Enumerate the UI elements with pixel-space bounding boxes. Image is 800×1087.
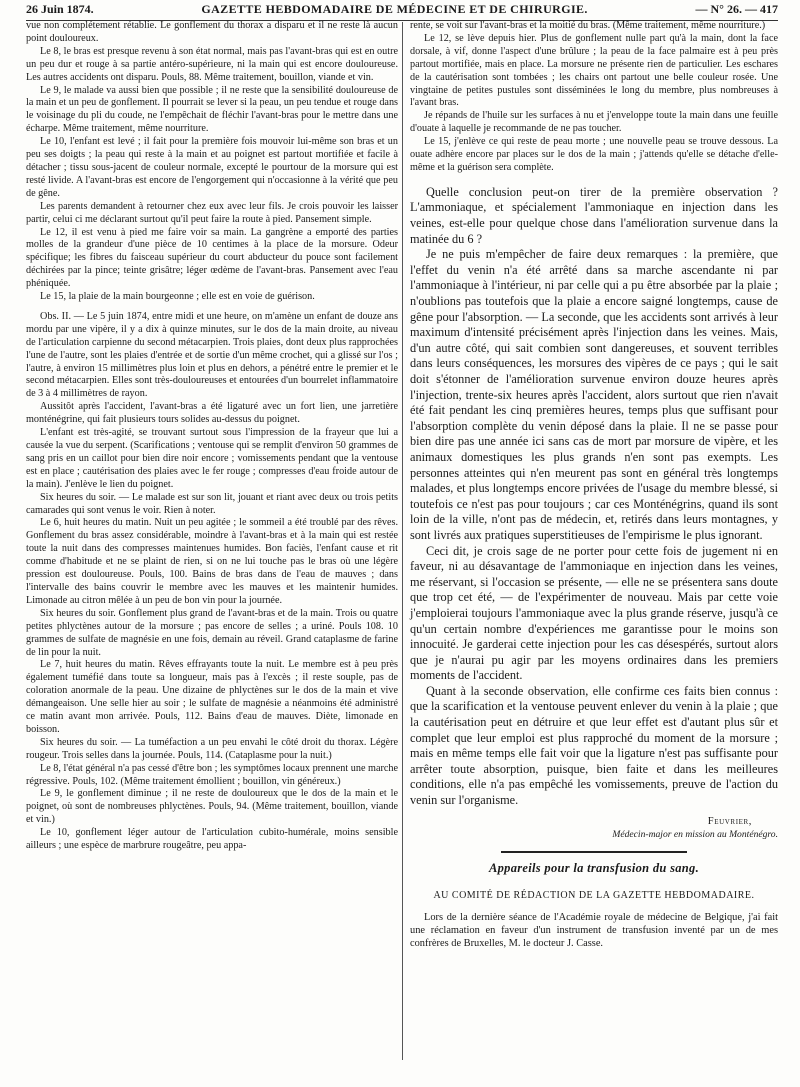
paragraph: Le 8, l'état général n'a pas cessé d'être bon ; les symptômes locaux prennent une marche régressive. Pouls, 102. (Même traitement émollient ; bouillon, vin généreux.)	[26, 762, 398, 787]
paragraph: Le 15, la plaie de la main bourgeonne ; elle est en voie de guérison.	[40, 291, 315, 303]
section-subtitle: AU COMITÉ DE RÉDACTION DE LA GAZETTE HEBDOMADAIRE.	[433, 889, 755, 901]
paragraph: Aussitôt après l'accident, l'avant-bras a été ligaturé avec un fort lien, une jarretière monténégrine, qui fait plusieurs tours solides au-dessus du poignet.	[26, 401, 398, 426]
issue-date: 26 Juin 1874.	[26, 2, 94, 16]
issue-number-and-page	[696, 2, 778, 17]
section-body	[410, 911, 778, 951]
paragraph: Le 12, se lève depuis hier. Plus de gonflement nulle part qu'à la main, dont la face dorsale, à vif, donne l'aspect d'une brûlure ; la peau de la face palmaire est à peu près partout mortifiée, mais en place. La morsure ne présente rien de particulier. Les eschares de la cautérisation sont tombées ; les chairs ont partout une belle couleur rosée. Une vingtaine de petites pustules sont disséminées le long du membre, plus nombreuses à l'avant bras.	[410, 32, 778, 109]
paragraph: Le 8, le bras est presque revenu à son état normal, mais pas l'avant-bras qui est en outre un peu dur et rouge à sa partie antéro-supérieure, ni la main qui est encore douloureuse. Les autres accidents ont disparu. Pouls, 88. Même traitement, bouillon, viande et vin.	[26, 45, 398, 83]
paragraph: Je ne puis m'empêcher de faire deux remarques : la première, que l'effet du venin n'a été arrêté dans sa marche ascendante ni par l'ammoniaque à l'intérieur, ni par celle qui a pu être absorbée par la plaie ; n'oublions pas toutefois que la plaie a encore saigné longtemps, cause de gêne pour l'absorption. — La seconde, que les accidents sont arrivés à leur maximum d'intensité précisément après l'injection dans les veines. Mais, d'un autre côté, qui sait combien sont dangereuses, et souvent terribles dans leurs conséquences, les morsures des vipères de ce pays ; qui le sait doit s'étonner de l'amélioration survenue environ douze heures après l'injection, trente-six heures après l'accident, alors surtout que rien n'avait été fait pendant les cinq premières heures, temps plus que suffisant pour l'absorption complète du venin déposé dans la plaie. Il ne se passe pour bien dire pas une année ici sans cas de mort par morsure de vipère, et les animaux domestiques les plus grands n'en sont pas exempts. Les personnes atteintes qui n'en meurent pas sont en général très longtemps malades, et plus longtemps encore privées de l'usage du membre blessé, si toutefois ce n'est pas pour toujours ; car ces Monténégrins, quand ils sont loin de la ville, n'ont pas de médecin, et, retirés dans leurs montagnes, y sont livrés aux pratiques superstitieuses de l'empirisme le plus ignorant.	[410, 247, 778, 542]
section-title: Appareils pour la transfusion du sang.	[488, 860, 700, 875]
paragraph: Le 15, j'enlève ce qui reste de peau morte ; une nouvelle peau se trouve dessous. La ouate adhère encore par places sur le dos de la main ; j'attends qu'elle se détache d'elle-même et la guérison sera complète.	[410, 136, 778, 173]
discussion	[410, 185, 778, 809]
paragraph: Quant à la seconde observation, elle confirme ces faits bien connus : que la scarification et la ventouse peuvent enlever du venin à la plaie ; que la cautérisation peut en détruire et que leur effet est d'autant plus sûr et complet que leur emploi est plus rapproché du moment de la morsure ; mais en même temps elle fait voir que la ligature n'est pas suffisante pour arrêter toute absorption, puisque, bien faite et dans les meilleures conditions, elle n'a pas empêché les vomissements, preuve de l'action du venin sur l'organisme.	[410, 683, 778, 808]
paragraph: Ceci dit, je crois sage de ne porter pour cette fois de jugement ni en faveur, ni au désavantage de l'ammoniaque en injection dans les veines, me réservant, si l'occasion se présente, — elle ne se présentera sans doute que trop cet été, — de l'expérimenter de nouveau. Mais par cette voie j'emploierai toujours l'ammoniaque avec la plus grande réserve, jusqu'à ce qu'un certain nombre d'expériences me garantisse pour le moins son innocuité. Je garderai cette injection pour les cas désespérés, surtout alors que je n'aurai pu agir par les moyens ordinaires dans les premiers moments de l'accident.	[410, 543, 778, 683]
paragraph: Lors de la dernière séance de l'Académie royale de médecine de Belgique, j'ai fait une réclamation en faveur d'un instrument de transfusion inventé par un de mes confrères de Bruxelles, M. le docteur J. Casse.	[410, 911, 778, 950]
observation-heading-paragraph: Obs. II. — Le 5 juin 1874, entre midi et une heure, on m'amène un enfant de douze ans mordu par une vipère, il y a dix à quinze minutes, sur le dos de la main droite, au niveau de l'articulation carpienne du second métacarpien. Trois plaies, dont deux plus rapprochées l'une de l'autre, sont les plaies d'entrée et de sortie d'un même crochet, qui a glissé sur l'os ; l'autre, à environ 15 millimètres plus loin et plus en dehors, a pénétré entre le premier et le second métacarpien. Elles sont très-douloureuses et entourées d'un bourrelet inflammatoire de 3 à 4 millimètres de rayon.	[26, 310, 398, 400]
author-role: Médecin-major en mission au Monténégro.	[612, 828, 778, 840]
paragraph: L'enfant est très-agité, se trouvant surtout sous l'impression de la frayeur que lui a causée la vue du serpent. (Scarifications ; ventouse qui se remplit d'environ 50 grammes de sang pris en un caillot pour bien dire noir encore ; vomissements pendant que la ventouse est en place ; cautérisation des plaies avec le fer rouge ; compresses d'eau froide autour de la main). J'enlève le lien du poignet.	[26, 427, 398, 490]
paragraph: Six heures du soir. — Le malade est sur son lit, jouant et riant avec deux ou trois petits camarades qui sont venus le voir. Rien à noter.	[26, 491, 398, 516]
left-column	[26, 20, 398, 853]
right-column	[410, 20, 778, 950]
journal-title: GAZETTE HEBDOMADAIRE DE MÉDECINE ET DE CHIRURGIE.	[201, 2, 588, 16]
paragraph: Le 10, gonflement léger autour de l'articulation cubito-humérale, moins sensible ailleurs ; une espèce de marbrure rougeâtre, peu appa-	[26, 827, 398, 852]
paragraph: Le 9, le gonflement diminue ; il ne reste de douloureux que le dos de la main et le poignet, où sont de nombreuses phlyctènes. Pouls, 94. (Même traitement, bouillon, viande et vin.)	[26, 788, 398, 826]
paragraph: Six heures du soir. — La tuméfaction a un peu envahi le côté droit du thorax. Légère rougeur. Trois selles dans la journée. Pouls, 114. (Cataplasme pour la nuit.)	[26, 736, 398, 761]
page-header	[26, 2, 778, 20]
author-name: Feuvrier,	[707, 815, 752, 827]
case-continuation	[410, 20, 778, 175]
paragraph: Le 10, l'enfant est levé ; il fait pour la première fois mouvoir lui-même son bras et un peu ses doigts ; la peau qui reste à la main et au poignet est partout mortifiée et facile à détacher ; tissu sous-jacent de couleur normale, excepté le pourtour de la morsure qui est resté livide. A l'avant-bras est encore de l'engorgement qui n'occasionne à la vérité que peu de gêne.	[26, 136, 398, 199]
page-number: 417	[759, 2, 778, 16]
paragraph: Le 7, huit heures du matin. Rêves effrayants toute la nuit. Le membre est à peu près également tuméfié dans toute sa longueur, mais pas à l'excès ; il reste souple, pas de coloration anormale de la peau. Une dizaine de phlyctènes sur le dos de la main et vive démangeaison. Une selle hier au soir ; le sulfate de magnésie a néanmoins été administré ce matin avant mon arrivée. Pouls, 112. Bains d'eau de mauves. Diète, limonade en boisson.	[26, 659, 398, 735]
paragraph: Quelle conclusion peut-on tirer de la première observation ? L'ammoniaque, et spécialement l'ammoniaque en injection dans les veines, est-elle pour quelque chose dans l'amélioration survenue dans la matinée du 6 ?	[410, 184, 778, 246]
paragraph: Le 6, huit heures du matin. Nuit un peu agitée ; le sommeil a été troublé par des rêves. Gonflement du bras assez considérable, moindre à l'avant-bras et à la main qui est restée toute la nuit dans des compresses maintenues humides. Bon faciès, l'enfant cause et rit comme d'habitude et ne se plaint de rien, si on ne lui touche pas le bras où une légère pression est douloureuse. Pouls, 100. Bains de bras dans de l'eau de mauves ; dans l'intervalle des bains couvrir le membre avec les mauves et les maintenir humides. Limonade au citron mêlée à un peu de bon vin pour la journée.	[26, 517, 398, 606]
section-divider	[501, 851, 687, 853]
paragraph: Le 12, il est venu à pied me faire voir sa main. La gangrène a emporté des parties molles de la grandeur d'une pièce de 10 centimes à la place de la morsure. Odeur spécifique; les fibres du faisceau supérieur du court abducteur du pouce sont facilement déchirées par la pince; teinte grisâtre; léger œdème de l'avant-bras. Pansement avec l'eau phéniquée.	[26, 226, 398, 290]
paragraph: Je répands de l'huile sur les surfaces à nu et j'enveloppe toute la main dans une feuille d'ouate à laquelle je recommande de ne pas toucher.	[410, 110, 778, 135]
signature	[410, 815, 778, 841]
column-rule	[402, 22, 403, 1060]
issue-number: — N° 26. —	[695, 2, 757, 16]
paragraph: Six heures du soir. Gonflement plus grand de l'avant-bras et de la main. Trois ou quatre petites phlyctènes autour de la morsure ; pas encore de selles ; a uriné. Pouls 108. 10 grammes de sulfate de magnésie en une fois, demain au réveil. Grand cataplasme de farine de lin pour la nuit.	[26, 607, 398, 658]
paragraph: Les parents demandent à retourner chez eux avec leur fils. Je crois pouvoir les laisser partir, celui ci me déclarant surtout qu'il peut faire la route à pied. Pansement simple.	[26, 200, 398, 225]
paragraph: Le 9, le malade va aussi bien que possible ; il ne reste que la sensibilité douloureuse de la main et un peu de gonflement. Il pourrait se lever si la peau, un peu tendue et rouge dans le voisinage du pli du coude, ne l'empêchait de fléchir l'avant-bras pour le mettre dans une écharpe. Même traitement, même nourriture.	[26, 84, 398, 135]
paragraph: rente, se voit sur l'avant-bras et la moitié du bras. (Même traitement, même nourriture.)	[410, 20, 766, 31]
paragraph: vue non complétement rétablie. Le gonflement du thorax a disparu et il ne reste là aucun point douloureux.	[26, 20, 398, 44]
